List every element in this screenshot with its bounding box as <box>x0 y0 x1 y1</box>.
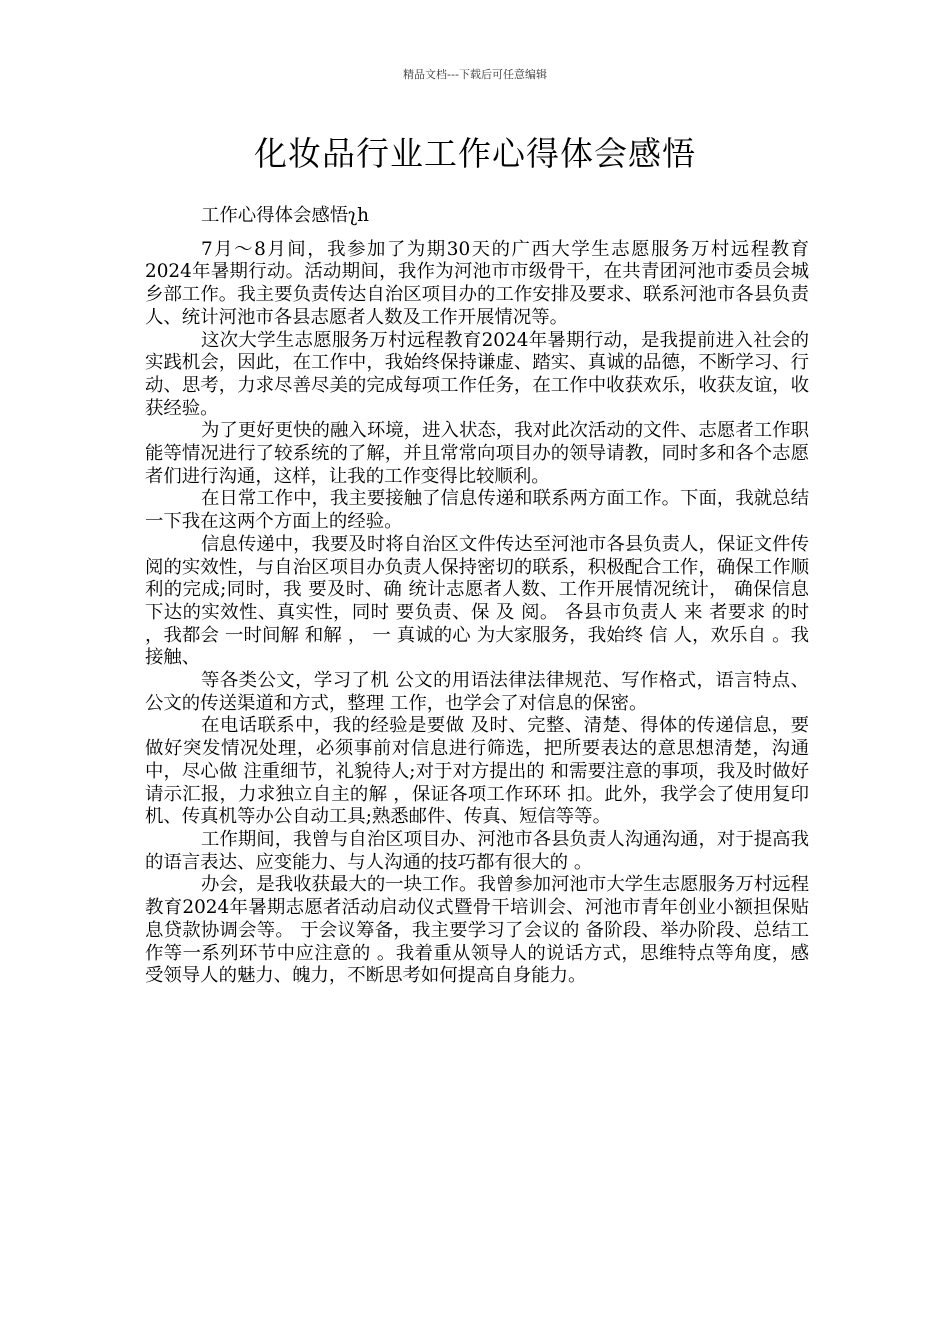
paragraph: 为了更好更快的融入环境，进入状态，我对此次活动的文件、志愿者工作职能等情况进行了较系统的了解，并且常常向项目办的领导请教，同时多和各个志愿者们进行沟通，这样，让我的工作变得比较顺利。 <box>145 420 809 487</box>
paragraph: 等各类公文，学习了机 公文的用语法律法律规范、写作格式，语言特点、公文的传送渠道和方式，整理 工作，也学会了对信息的保密。 <box>145 670 809 714</box>
section-subtitle: 工作心得体会感悟ʅh <box>201 205 369 226</box>
paragraph: 在电话联系中，我的经验是要做 及时、完整、清楚、得体的传递信息，要做好突发情况处理，必须事前对信息进行筛选，把所要表达的意思想清楚，沟通中，尽心做 注重细节，礼貌待人;对于对方提出的 和需要注意的事项，我及时做好请示汇报，力求独立自主的解 ，保证各项工作环环 扣。此外，我学会了使用复印机、传真机等办公自动工具;熟悉邮件、传真、短信等等。 <box>145 715 809 828</box>
paragraph: 办会，是我收获最大的一块工作。我曾参加河池市大学生志愿服务万村远程教育2024年暑期志愿者活动启动仪式暨骨干培训会、河池市青年创业小额担保贴息贷款协调会等。 于会议筹备，我主要学习了会议的 备阶段、举办阶段、总结工作等一系列环节中应注意的 。我着重从领导人的说话方式，思维特点等角度，感受领导人的魅力、魄力，不断思考如何提高自身能力。 <box>145 874 809 987</box>
paragraph: 信息传递中，我要及时将自治区文件传达至河池市各县负责人，保证文件传阅的实效性，与自治区项目办负责人保持密切的联系，积极配合工作，确保工作顺利的完成;同时，我 要及时、确 统计志愿者人数、工作开展情况统计， 确保信息下达的实效性、真实性，同时 要负责、保 及 阅。 各县市负责人 来 者要求 的时 ，我都会 一时间解 和解 ， 一 真诚的心 为大家服务，我始终 信 人，欢乐自 。我 接触、 <box>145 533 809 669</box>
header-note: 精品文档---下载后可任意编辑 <box>403 68 547 81</box>
document-body <box>145 205 809 988</box>
paragraph: 7月～8月间，我参加了为期30天的广西大学生志愿服务万村远程教育2024年暑期行动。活动期间，我作为河池市市级骨干，在共青团河池市委员会城乡部工作。我主要负责传达自治区项目办的工作安排及要求、联系河池市各县负责人、统计河池市各县志愿者人数及工作开展情况等。 <box>145 238 809 328</box>
paragraph: 工作期间，我曾与自治区项目办、河池市各县负责人沟通沟通，对于提高我的语言表达、应变能力、与人沟通的技巧都有很大的 。 <box>145 828 809 873</box>
paragraph: 这次大学生志愿服务万村远程教育2024年暑期行动，是我提前进入社会的实践机会，因此，在工作中，我始终保持谦虚、踏实、真诚的品德，不断学习、行动、思考，力求尽善尽美的完成每项工作任务，在工作中收获欢乐，收获友谊，收获经验。 <box>145 329 809 419</box>
paragraph: 在日常工作中，我主要接触了信息传递和联系两方面工作。下面，我就总结一下我在这两个方面上的经验。 <box>145 488 809 533</box>
document-title: 化妆品行业工作心得体会感悟 <box>254 134 696 173</box>
